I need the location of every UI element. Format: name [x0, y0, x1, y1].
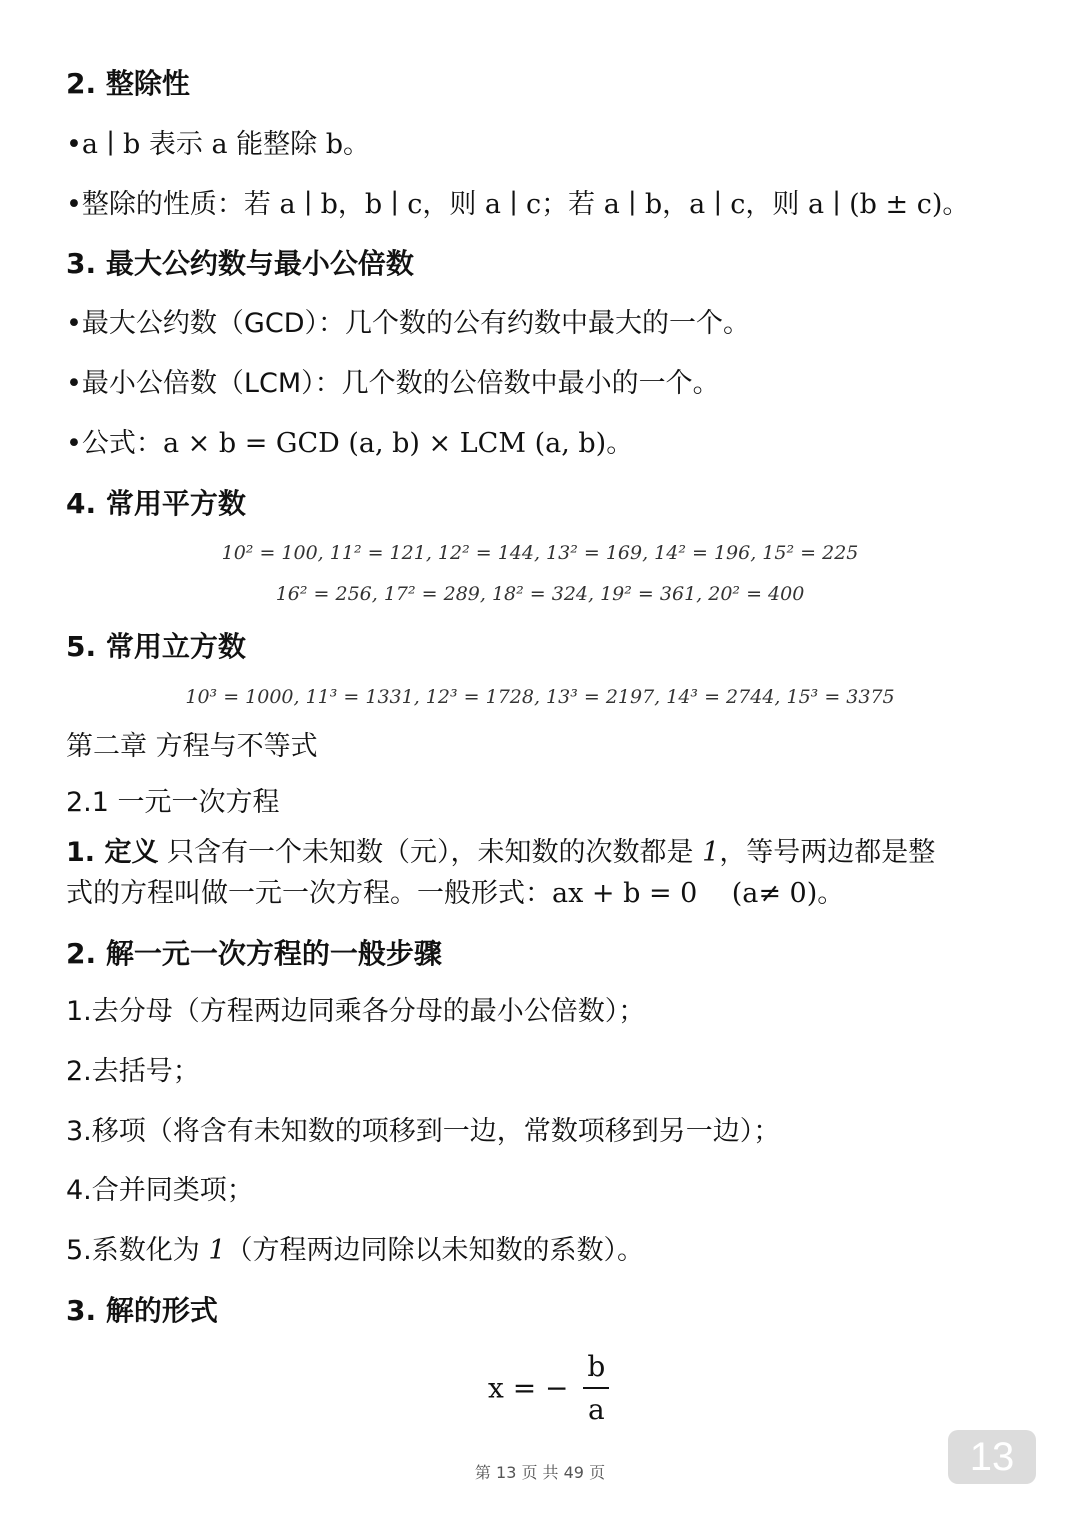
cubes-row-1: 10³ = 1000, 11³ = 1331, 12³ = 1728, 13³ = 2197, 14³ = 2744, 15³ = 3375: [185, 686, 895, 708]
divisibility-definition: •a ∣ b 表示 a 能整除 b。: [66, 129, 371, 160]
divisibility-properties: •整除的性质：若 a ∣ b，b ∣ c，则 a ∣ c；若 a ∣ b，a ∣ c，则 a ∣ (b ± c)。: [66, 189, 970, 220]
definition-degree: 1: [702, 837, 720, 868]
general-form-formula: ax + b = 0: [552, 878, 698, 909]
formula-end: 。: [606, 428, 634, 459]
step-3: 3.移项（将含有未知数的项移到一边，常数项移到另一边）；: [66, 1116, 781, 1147]
cubes-heading: 5. 常用立方数: [66, 630, 246, 663]
page-footer: 第 13 页 共 49 页: [474, 1463, 606, 1482]
step-1: 1.去分母（方程两边同乘各分母的最小公倍数）；: [66, 996, 646, 1027]
step-5: [66, 1237, 644, 1264]
squares-row-2: 16² = 256, 17² = 289, 18² = 324, 19² = 361, 20² = 400: [275, 583, 805, 605]
definition-end: 。: [817, 878, 845, 909]
divisibility-heading: 2. 整除性: [66, 67, 190, 100]
definition-line-2: [66, 880, 844, 907]
step-5-prefix: 5.系数化为: [66, 1235, 209, 1266]
chapter-title: 第二章 方程与不等式: [66, 731, 318, 762]
formula-label: •公式：: [66, 428, 163, 459]
definition-text: 只含有一个未知数（元），未知数的次数都是: [158, 837, 703, 868]
solution-fraction: [583, 1350, 609, 1426]
definition-text-2: 式的方程叫做一元一次方程。一般形式：: [66, 878, 552, 909]
gcd-lcm-heading: 3. 最大公约数与最小公倍数: [66, 247, 414, 280]
definition-line-1: [66, 839, 935, 866]
step-2: 2.去括号；: [66, 1056, 200, 1087]
steps-heading: 2. 解一元一次方程的一般步骤: [66, 937, 442, 970]
step-5-number: 1: [208, 1235, 226, 1266]
section-title: 2.1 一元一次方程: [66, 787, 280, 818]
page-number-badge: 13: [948, 1430, 1036, 1484]
step-5-suffix: （方程两边同除以未知数的系数）。: [225, 1235, 645, 1266]
definition-text-rest: ，等号两边都是整: [719, 837, 936, 868]
squares-row-1: 10² = 100, 11² = 121, 12² = 144, 13² = 169, 14² = 196, 15² = 225: [221, 542, 859, 564]
definition-label: 1. 定义: [66, 837, 159, 868]
solution-lhs: x = −: [488, 1371, 569, 1405]
solution-formula: [488, 1350, 609, 1426]
fraction-denominator: a: [588, 1393, 605, 1426]
gcd-definition: •最大公约数（GCD）：几个数的公有约数中最大的一个。: [66, 308, 750, 339]
general-form-condition: (a≠ 0): [697, 878, 818, 909]
step-4: 4.合并同类项；: [66, 1175, 254, 1206]
formula-expression: a × b = GCD (a, b) × LCM (a, b): [162, 428, 607, 459]
lcm-definition: •最小公倍数（LCM）：几个数的公倍数中最小的一个。: [66, 368, 720, 399]
solution-heading: 3. 解的形式: [66, 1294, 218, 1327]
gcd-lcm-formula: [66, 430, 633, 457]
fraction-numerator: b: [583, 1350, 609, 1389]
squares-heading: 4. 常用平方数: [66, 487, 246, 520]
